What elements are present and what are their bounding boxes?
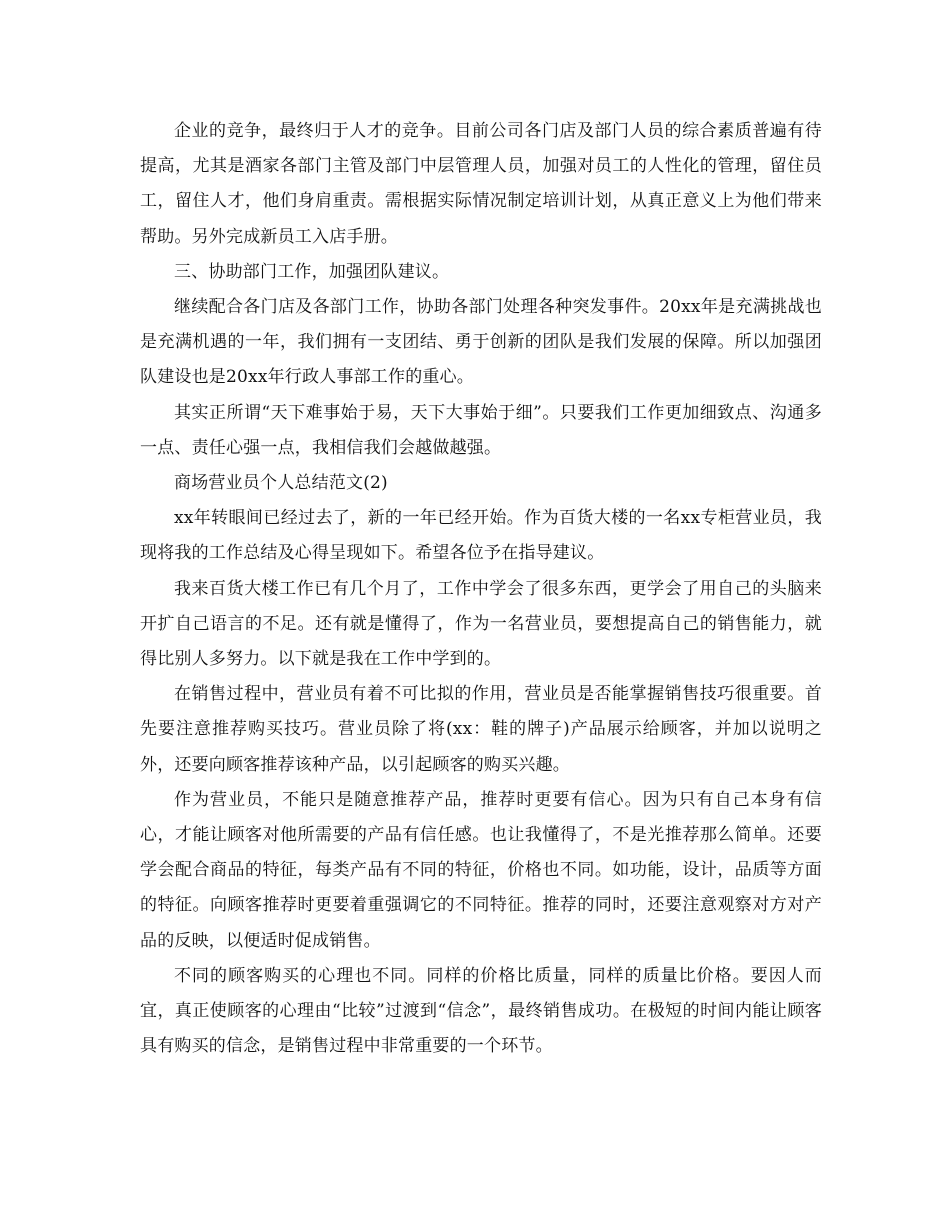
- paragraph-talent-competition: 企业的竞争，最终归于人才的竞争。目前公司各门店及部门人员的综合素质普遍有待提高，尤其是酒家各部门主管及部门中层管理人员，加强对员工的人性化的管理，留住员工，留住人才，他们身肩重责。需根据实际情况制定培训计划，从真正意义上为他们带来帮助。另外完成新员工入店手册。: [140, 121, 822, 247]
- paragraph-confidence: 作为营业员，不能只是随意推荐产品，推荐时更要有信心。因为只有自己本身有信心，才能让顾客对他所需要的产品有信任感。也让我懂得了，不是光推荐那么简单。还要学会配合商品的特征，每类产品有不同的特征，价格也不同。如功能，设计，品质等方面的特征。向顾客推荐时更要着重强调它的不同特征。推荐的同时，还要注意观察对方对产品的反映，以便适时促成销售。: [140, 789, 822, 951]
- section-heading-sales-summary: 商场营业员个人总结范文(2): [174, 473, 388, 494]
- paragraph-year-review: xx年转眼间已经过去了，新的一年已经开始。作为百货大楼的一名xx专柜营业员，我现将我的工作总结及心得呈现如下。希望各位予在指导建议。: [140, 508, 822, 564]
- paragraph-customer-psychology: 不同的顾客购买的心理也不同。同样的价格比质量，同样的质量比价格。要因人而宜，真正使顾客的心理由“比较”过渡到“信念”，最终销售成功。在极短的时间内能让顾客具有购买的信念，是销售过程中非常重要的一个环节。: [140, 965, 822, 1057]
- section-heading-team-building: 三、协助部门工作，加强团队建议。: [174, 261, 450, 282]
- paragraph-team-support: 继续配合各门店及各部门工作，协助各部门处理各种突发事件。20xx年是充满挑战也是充满机遇的一年，我们拥有一支团结、勇于创新的团队是我们发展的保障。所以加强团队建设也是20xx年行政人事部工作的重心。: [140, 297, 822, 388]
- paragraph-details-matter: 其实正所谓“天下难事始于易，天下大事始于细”。只要我们工作更加细致点、沟通多一点、责任心强一点，我相信我们会越做越强。: [140, 402, 822, 458]
- paragraph-sales-skills: 在销售过程中，营业员有着不可比拟的作用，营业员是否能掌握销售技巧很重要。首先要注意推荐购买技巧。营业员除了将(xx：鞋的牌子)产品展示给顾客，并加以说明之外，还要向顾客推荐该种产品，以引起顾客的购买兴趣。: [140, 684, 822, 775]
- paragraph-learning: 我来百货大楼工作已有几个月了，工作中学会了很多东西，更学会了用自己的头脑来开扩自己语言的不足。还有就是懂得了，作为一名营业员，要想提高自己的销售能力，就得比别人多努力。以下就是我在工作中学到的。: [140, 578, 822, 670]
- document-body: [140, 114, 822, 1064]
